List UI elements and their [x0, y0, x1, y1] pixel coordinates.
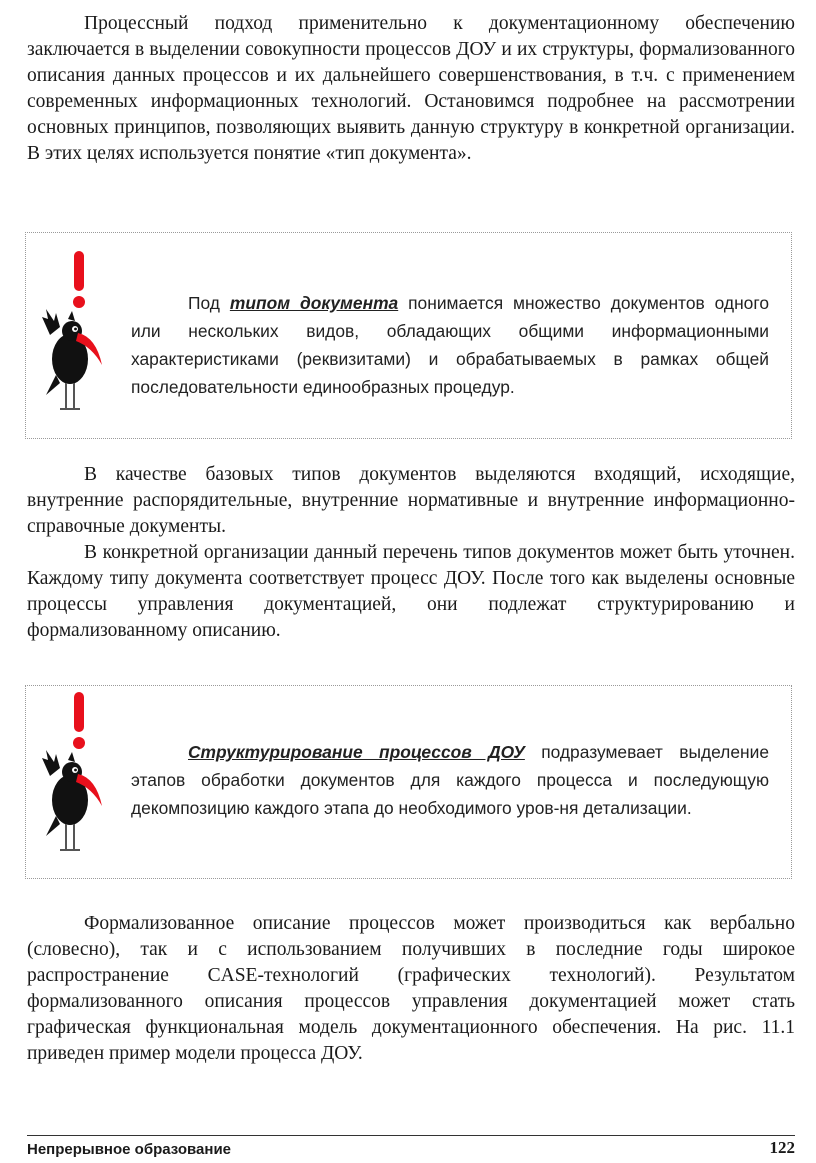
formalized-description-paragraph: Формализованное описание процессов может производиться как вербально (словесно), так и с использованием получивших в последние годы широкое распространение CASE-технологий (графических технологий). Результатом формализованного описания процессов управления документацией может стать графическая функциональная модель документационного обеспечения. На рис. 11.1 приведен пример модели процесса ДОУ. [27, 913, 795, 1064]
exclamation-crow-icon [32, 688, 106, 858]
base-types-paragraph: В качестве базовых типов документов выделяются входящий, исходящие, внутренние распорядительные, внутренние нормативные и внутренние информационно-справочные документы. В конкретной организации данный перечень типов документов может быть уточнен. Каждому типу документа соответствует процесс ДОУ. После того как выделены основные процессы управления документацией, они подлежат структурированию и формализованному описанию. [27, 464, 795, 641]
page-number: 122 [769, 1138, 795, 1157]
definition-text: Под типом документа понимается множество документов одного или нескольких видов, обладающих общими информационными характеристиками (реквизитами) и обрабатываемых в рамках общей последовательности единообразных процедур. [131, 293, 769, 397]
intro-paragraph: Процессный подход применительно к документационному обеспечению заключается в выделении совокупности процессов ДОУ и их структуры, формализованного описания данных процессов и их дальнейшего совершенствования, в т.ч. с применением современных информационных технологий. Остановимся подробнее на рассмотрении основных принципов, позволяющих выявить данную структуру в конкретной организации. В этих целях используется понятие «тип документа». [27, 13, 795, 164]
definition-box-document-type [25, 232, 792, 439]
exclamation-crow-icon [32, 247, 106, 417]
term-structuring: Структурирование процессов ДОУ [188, 742, 525, 762]
footer-series-title: Непрерывное образование [27, 1141, 232, 1158]
structuring-text: Структурирование процессов ДОУ подразумевает выделение этапов обработки документов для каждого процесса и последующую декомпозицию каждого этапа до необходимого уров-ня детализации. [131, 742, 769, 818]
page-footer [27, 1135, 795, 1158]
definition-box-structuring [25, 685, 792, 879]
term-document-type: типом документа [229, 293, 399, 313]
